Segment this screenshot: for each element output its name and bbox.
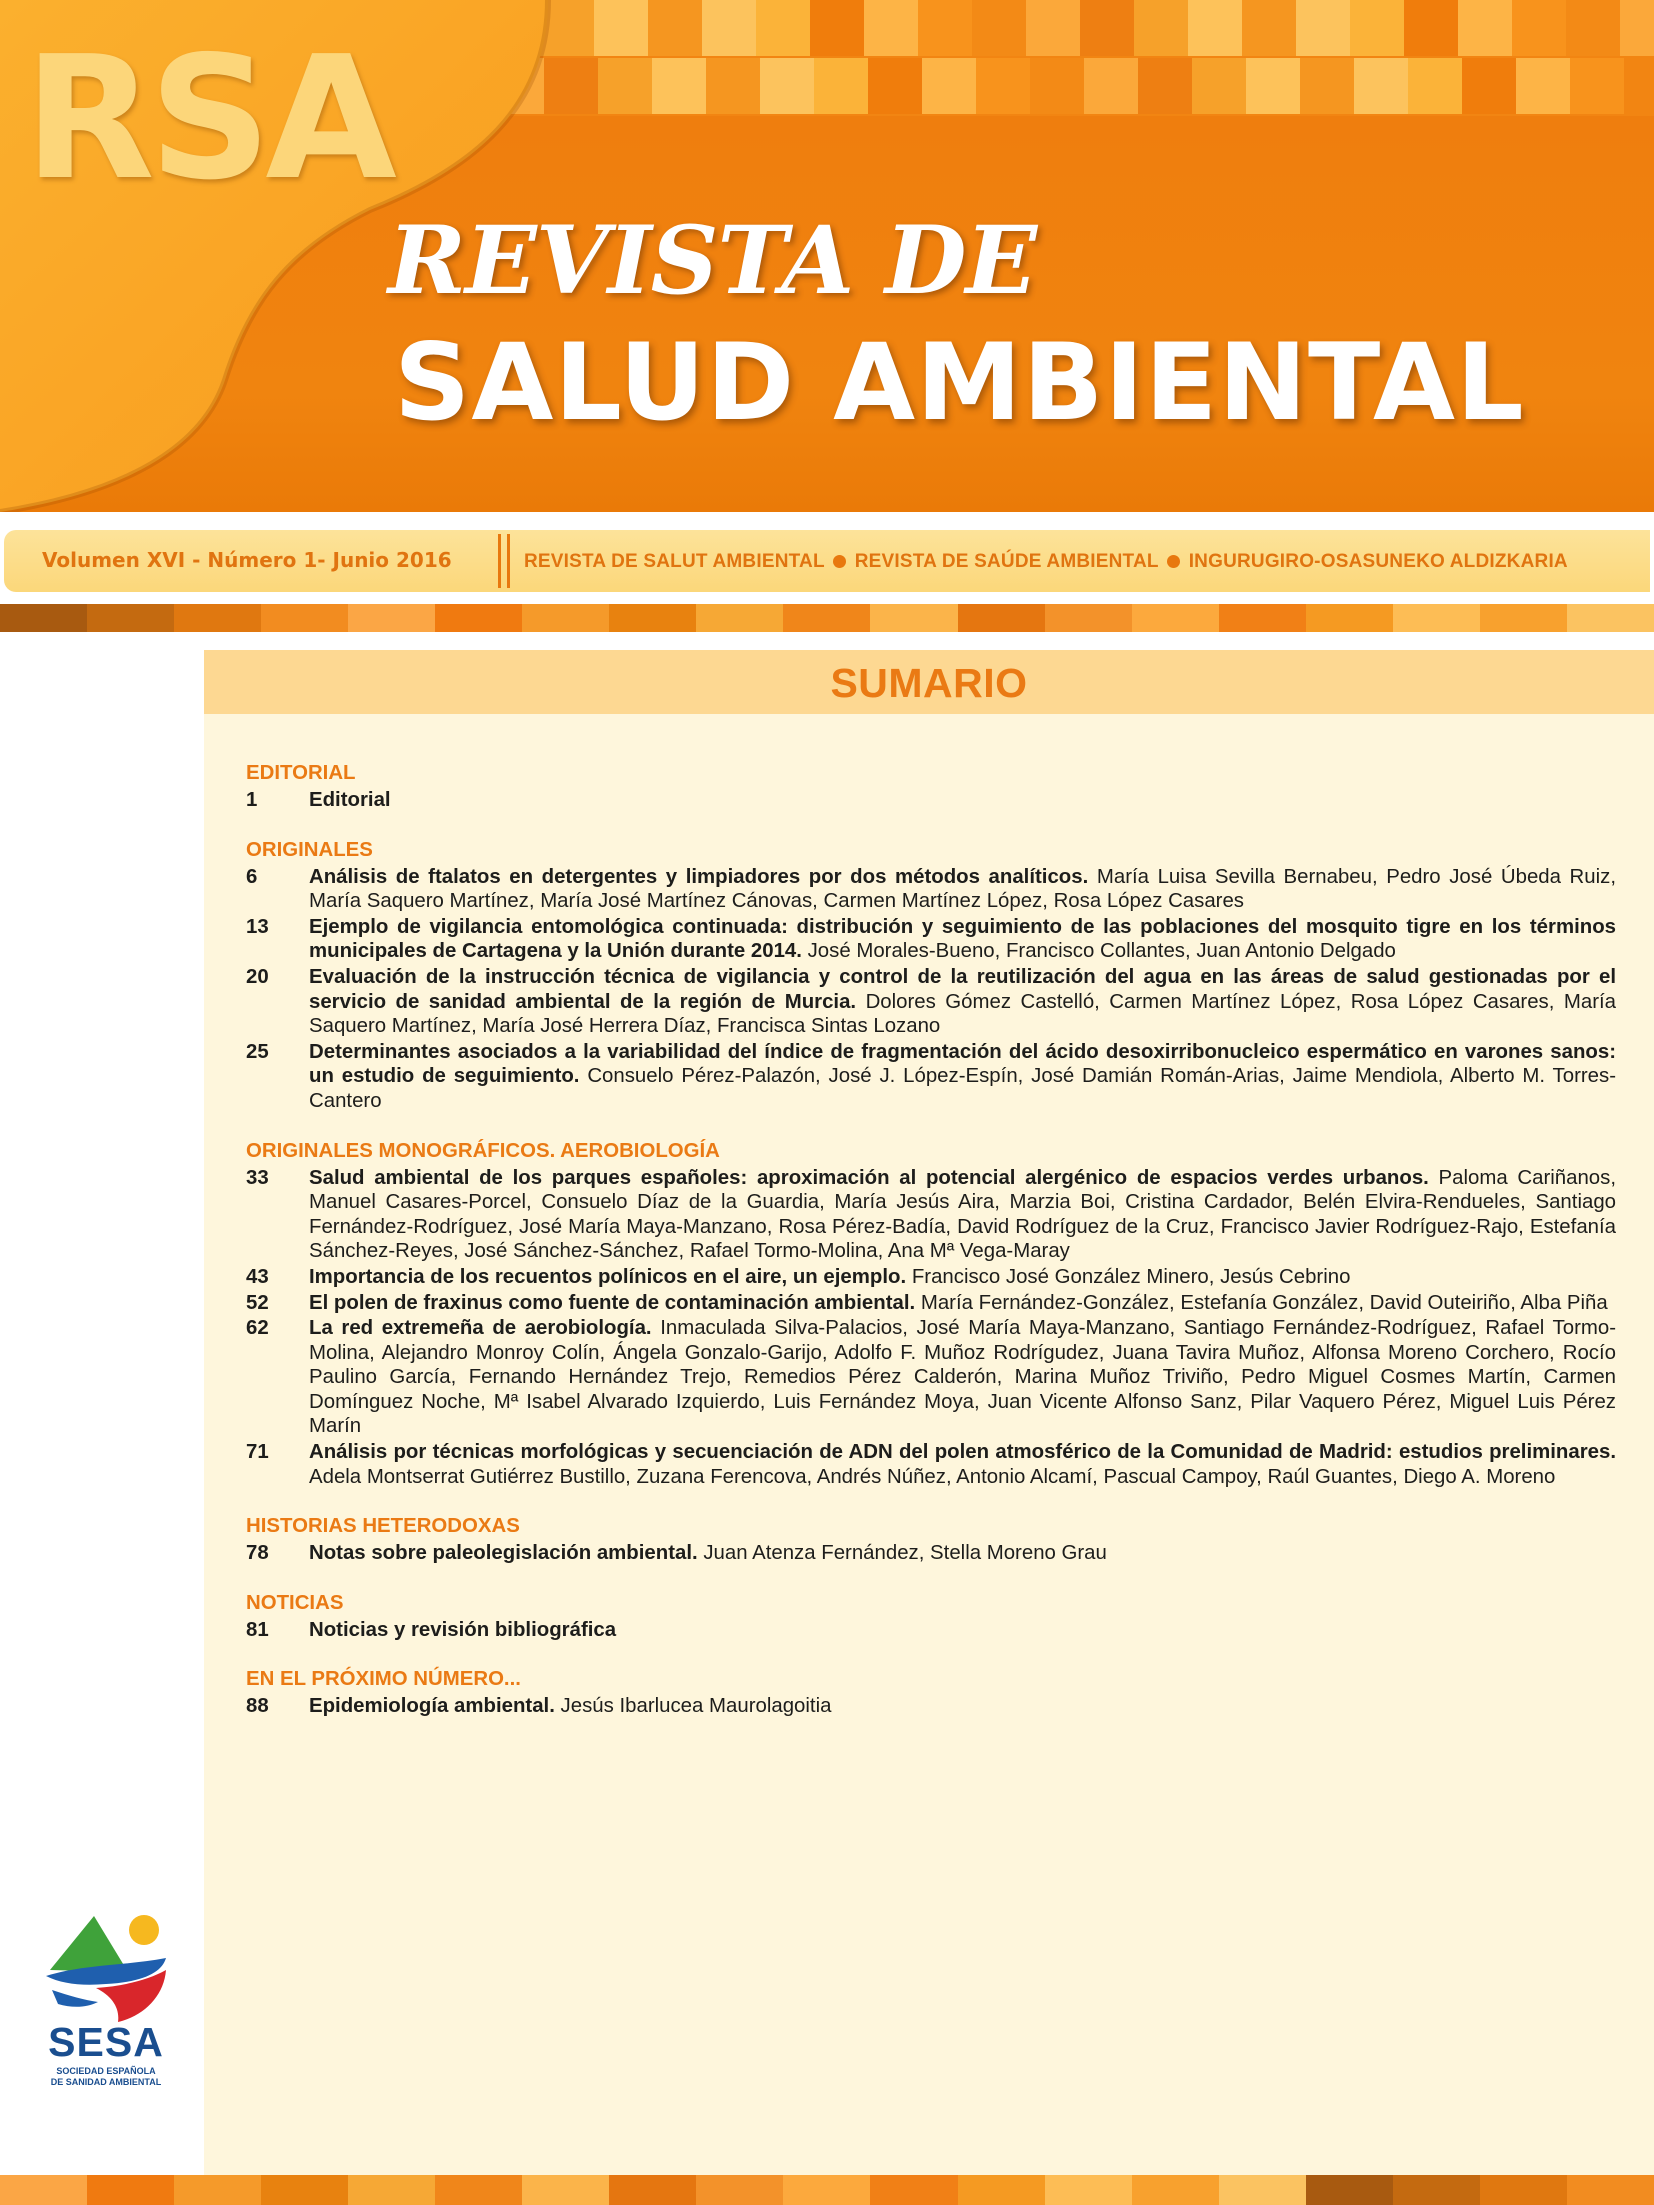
strip-segment	[1567, 2175, 1654, 2205]
cover-header	[0, 0, 1654, 512]
strip-segment	[1480, 604, 1567, 632]
article-authors: María Fernández-González, Estefanía González, David Outeiriño, Alba Piña	[920, 1291, 1608, 1314]
strip-segment	[1480, 2175, 1567, 2205]
page-number: 88	[246, 1695, 269, 1718]
article-title: Salud ambiental de los parques españoles: aproximación al potencial alergénico de espacios verdes urbanos.	[309, 1166, 1429, 1189]
toc-section	[246, 837, 1616, 1114]
article-authors: Francisco José González Minero, Jesús Cebrino	[911, 1265, 1351, 1288]
entry-text	[309, 1541, 1616, 1566]
title-galician: REVISTA DE SAÚDE AMBIENTAL	[854, 551, 1159, 572]
strip-segment	[522, 604, 609, 632]
strip-segment	[348, 2175, 435, 2205]
sumario-header	[204, 650, 1654, 714]
strip-segment	[870, 604, 957, 632]
section-title: EDITORIAL	[246, 762, 356, 784]
bottom-color-strip	[0, 2175, 1654, 2205]
strip-segment	[1393, 604, 1480, 632]
page-number: 20	[246, 965, 269, 988]
sumario-panel	[204, 650, 1654, 2175]
toc-section	[246, 1513, 1616, 1566]
toc-section	[246, 1138, 1616, 1490]
article-title: La red extremeña de aerobiología.	[309, 1317, 652, 1340]
article-title: Ejemplo de vigilancia entomológica continuada: distribución y seguimiento de las poblaciones del mosquito tigre en los términos municipales de Cartagena y la Unión durante 2014.	[309, 915, 1616, 963]
article-authors: Consuelo Pérez-Palazón, José J. López-Espín, José Damián Román-Arias, Jaime Mendiola, Alberto M. Torres-Cantero	[309, 1065, 1616, 1112]
strip-segment	[1132, 2175, 1219, 2205]
journal-title-line1: REVISTA DE	[388, 206, 1037, 316]
entry-text	[309, 788, 1616, 813]
article-title: Análisis por técnicas morfológicas y secuenciación de ADN del polen atmosférico de la Comunidad de Madrid: estudios preliminares.	[309, 1441, 1616, 1464]
toc-section	[246, 1590, 1616, 1643]
strip-segment	[0, 604, 87, 632]
entry-text	[309, 1316, 1616, 1439]
page-number: 78	[246, 1542, 269, 1565]
strip-segment	[87, 2175, 174, 2205]
bullet-dot-icon	[833, 555, 846, 568]
strip-segment	[1219, 2175, 1306, 2205]
entry-text	[309, 1440, 1616, 1489]
toc-entry[interactable]	[246, 965, 1616, 1039]
toc-entry[interactable]	[246, 1618, 1616, 1643]
article-title: Determinantes asociados a la variabilidad del índice de fragmentación del ácido desoxirribonucleico espermático en varones sanos: un estudio de seguimiento.	[309, 1040, 1616, 1088]
strip-segment	[1306, 2175, 1393, 2205]
strip-segment	[783, 2175, 870, 2205]
strip-segment	[0, 2175, 87, 2205]
page-number: 81	[246, 1618, 269, 1641]
sesa-subtitle-line2: DE SANIDAD AMBIENTAL	[50, 2077, 162, 2087]
toc-entry[interactable]	[246, 1694, 1616, 1719]
strip-segment	[1393, 2175, 1480, 2205]
article-title: Epidemiología ambiental.	[309, 1695, 555, 1718]
article-authors: Paloma Cariñanos, Manuel Casares-Porcel, Consuelo Díaz de la Guardia, María Jesús Aira, Marzia Boi, Cristina Cardador, Belén Elvira-Rendueles, Santiago Fernández-Rodríguez, José María Maya-Manzano, Rosa Pérez-Badía, David Rodríguez de la Cruz, Francisco Javier Rodríguez-Rajo, Estefanía Sánchez-Reyes, José Sánchez-Sánchez, Rafael Tormo-Molina, Ana Mª Vega-Maray	[309, 1166, 1616, 1263]
page-number: 52	[246, 1291, 269, 1314]
issue-label: Volumen XVI - Número 1- Junio 2016	[42, 548, 452, 572]
article-authors: José Morales-Bueno, Francisco Collantes, Juan Antonio Delgado	[807, 940, 1396, 963]
entry-text	[309, 965, 1616, 1039]
article-authors: Jesús Ibarlucea Maurolagoitia	[560, 1695, 832, 1718]
entry-text	[309, 1291, 1616, 1316]
strip-segment	[958, 604, 1045, 632]
title-catalan: REVISTA DE SALUT AMBIENTAL	[524, 551, 825, 572]
sesa-subtitle-line1: SOCIEDAD ESPAÑOLA	[56, 2066, 156, 2076]
page-number: 6	[246, 865, 258, 888]
page-number: 62	[246, 1317, 269, 1340]
article-authors: Dolores Gómez Castelló, Carmen Martínez López, Rosa López Casares, María Saquero Martínez, María José Herrera Díaz, Francisca Sintas Lozano	[309, 990, 1616, 1038]
toc-section	[246, 760, 1616, 813]
strip-segment	[1219, 604, 1306, 632]
section-title: ORIGINALES MONOGRÁFICOS. AEROBIOLOGÍA	[246, 1139, 720, 1162]
page-number: 25	[246, 1040, 269, 1063]
strip-segment	[870, 2175, 957, 2205]
page-number: 71	[246, 1441, 269, 1464]
strip-segment	[261, 604, 348, 632]
sesa-subtitle	[36, 2066, 176, 2088]
bullet-dot-icon	[1167, 555, 1180, 568]
entry-text	[309, 1040, 1616, 1114]
article-title: El polen de fraxinus como fuente de contaminación ambiental.	[309, 1291, 916, 1314]
toc-entry[interactable]	[246, 1166, 1616, 1264]
section-title: NOTICIAS	[246, 1591, 344, 1614]
strip-segment	[783, 604, 870, 632]
article-title: Notas sobre paleolegislación ambiental.	[309, 1542, 698, 1565]
entry-text	[309, 1618, 1616, 1643]
strip-segment	[696, 2175, 783, 2205]
toc-entry[interactable]	[246, 915, 1616, 964]
issue-info-bar	[4, 530, 1650, 592]
article-title: Análisis de ftalatos en detergentes y limpiadores por dos métodos analíticos.	[309, 865, 1089, 888]
entry-text	[309, 915, 1616, 964]
article-title: Noticias y revisión bibliográfica	[309, 1618, 617, 1641]
strip-segment	[1045, 2175, 1132, 2205]
strip-segment	[609, 2175, 696, 2205]
rsa-logo: RSA	[24, 20, 391, 218]
strip-segment	[1567, 604, 1654, 632]
entry-text	[309, 865, 1616, 914]
strip-segment	[174, 2175, 261, 2205]
strip-segment	[696, 604, 783, 632]
title-basque: INGURUGIRO-OSASUNEKO ALDIZKARIA	[1188, 551, 1568, 572]
article-title: Importancia de los recuentos polínicos en el aire, un ejemplo.	[309, 1265, 907, 1288]
section-title: HISTORIAS HETERODOXAS	[246, 1515, 520, 1538]
top-color-strip	[0, 604, 1654, 632]
toc-entry[interactable]	[246, 1040, 1616, 1114]
strip-segment	[435, 604, 522, 632]
page-number: 43	[246, 1265, 269, 1288]
article-title: Editorial	[309, 789, 391, 811]
toc-entry[interactable]	[246, 788, 1616, 813]
strip-segment	[1045, 604, 1132, 632]
strip-segment	[174, 604, 261, 632]
journal-title-line2: SALUD AMBIENTAL	[394, 321, 1525, 444]
strip-segment	[435, 2175, 522, 2205]
translated-titles	[524, 551, 1568, 573]
strip-segment	[261, 2175, 348, 2205]
strip-segment	[522, 2175, 609, 2205]
section-title: ORIGINALES	[246, 838, 373, 861]
strip-segment	[87, 604, 174, 632]
entry-text	[309, 1265, 1616, 1290]
sesa-logo	[36, 1912, 176, 2094]
page-number: 13	[246, 915, 269, 938]
toc-entry[interactable]	[246, 1316, 1616, 1439]
toc-section	[246, 1666, 1616, 1719]
article-authors: Adela Montserrat Gutiérrez Bustillo, Zuzana Ferencova, Andrés Núñez, Antonio Alcamí, Pascual Campoy, Raúl Guantes, Diego A. Moreno	[309, 1465, 1556, 1488]
bar-divider	[498, 534, 510, 588]
sumario-title: SUMARIO	[830, 660, 1028, 706]
page-number: 33	[246, 1166, 269, 1189]
article-title: Evaluación de la instrucción técnica de vigilancia y control de la reutilización del agua en las áreas de salud gestionadas por el servicio de sanidad ambiental de la región de Murcia.	[309, 965, 1616, 1013]
toc-entry[interactable]	[246, 1541, 1616, 1566]
sesa-name: SESA	[48, 2019, 164, 2065]
entry-text	[309, 1166, 1616, 1264]
article-authors: Inmaculada Silva-Palacios, José María Maya-Manzano, Santiago Fernández-Rodríguez, Rafael Tormo-Molina, Alejandro Monroy Colín, Ángela Gonzalo-Garijo, Adolfo F. Muñoz Rodrígudez, Juana Tavira Muñoz, Alfonsa Moreno Corchero, Rocío Paulino García, Fernando Hernández Trejo, Remedios Pérez Calderón, Marina Muñoz Triviño, Pedro Miguel Cosmes Martín, Carmen Domínguez Noche, Mª Isabel Alvarado Izquierdo, Luis Fernández Moya, Juan Vicente Alfonso Sanz, Pilar Vaquero Pérez, Miguel Luis Pérez Marín	[309, 1317, 1616, 1438]
toc-entry[interactable]	[246, 1265, 1616, 1290]
article-authors: María Luisa Sevilla Bernabeu, Pedro José Úbeda Ruiz, María Saquero Martínez, María José Martínez Cánovas, Carmen Martínez López, Rosa López Casares	[309, 865, 1617, 913]
toc-entry[interactable]	[246, 1440, 1616, 1489]
strip-segment	[1132, 604, 1219, 632]
toc-entry[interactable]	[246, 865, 1616, 914]
page-number: 1	[246, 789, 258, 811]
entry-text	[309, 1694, 1616, 1719]
section-title: EN EL PRÓXIMO NÚMERO...	[246, 1668, 521, 1691]
table-of-contents	[246, 760, 1616, 1743]
strip-segment	[609, 604, 696, 632]
toc-entry[interactable]	[246, 1291, 1616, 1316]
strip-segment	[1306, 604, 1393, 632]
strip-segment	[348, 604, 435, 632]
strip-segment	[958, 2175, 1045, 2205]
sesa-emblem-icon	[44, 1912, 168, 2024]
article-authors: Juan Atenza Fernández, Stella Moreno Grau	[703, 1542, 1107, 1565]
